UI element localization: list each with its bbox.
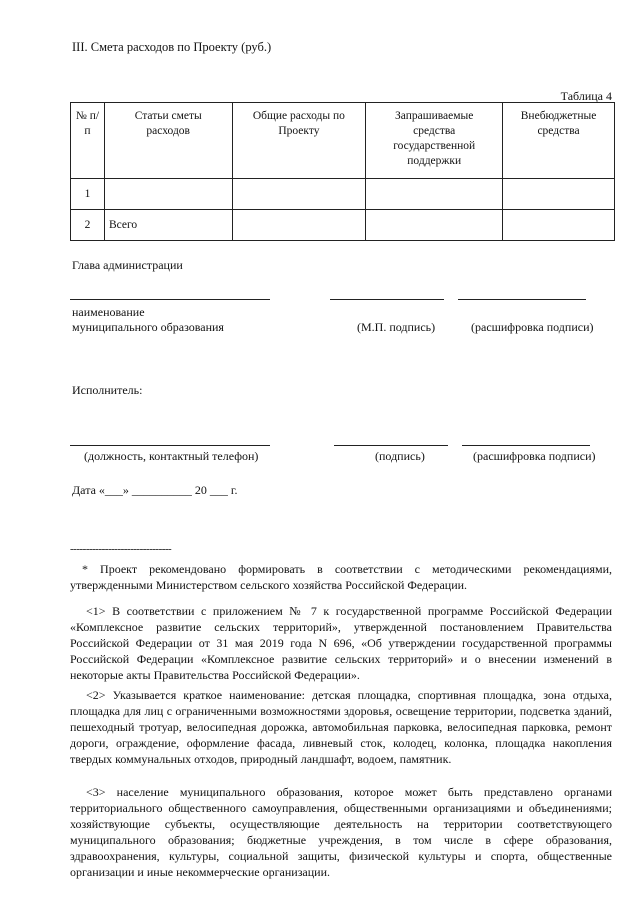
row-item[interactable] (104, 179, 232, 210)
org-name-line[interactable] (70, 299, 270, 300)
header-total: Общие расходы по Проекту (232, 103, 366, 179)
executor-decode-line[interactable] (462, 445, 590, 446)
footnote-separator: -------------------------------- (70, 543, 172, 555)
org-caption-line2: муниципального образования (72, 320, 224, 334)
date-line[interactable]: Дата «___» __________ 20 ___ г. (72, 483, 238, 497)
header-item: Статьи сметы расходов (104, 103, 232, 179)
header-num: № п/п (71, 103, 105, 179)
footnote-star: * Проект рекомендовано формировать в соответствии с методическими рекомендациями, утвержденными Министерством сельского хозяйства Российской Федерации. (70, 562, 612, 592)
signature-line[interactable] (334, 445, 448, 446)
row-total[interactable] (232, 179, 366, 210)
table-header-row (71, 103, 615, 179)
executor-title: Исполнитель: (72, 383, 143, 397)
row-total[interactable] (232, 210, 366, 241)
org-caption-line1: наименование (72, 305, 145, 319)
row-num: 2 (71, 210, 105, 241)
stamp-signature-line[interactable] (330, 299, 444, 300)
row-num: 1 (71, 179, 105, 210)
signature-caption: (подпись) (375, 449, 425, 463)
header-state-support: Запрашиваемые средства государственной поддержки (366, 103, 503, 179)
executor-decode-caption: (расшифровка подписи) (473, 449, 596, 463)
row-extrabudget[interactable] (503, 210, 615, 241)
footnote-2: <2> Указывается краткое наименование: детская площадка, спортивная площадка, зона отдыха, площадка для лиц с ограниченными возможностями здоровья, освещение территории, подсветка зданий, пешеходный тротуар, велосипедная дорожка, автомобильная парковка, велосипедная парковка, ремонт дороги, ограждение, оформление фасада, ливневый сток, колодец, колонка, площадка накопления твердых коммунальных отходов, природный ландшафт, водоем, памятник. (70, 688, 612, 766)
section-title: III. Смета расходов по Проекту (руб.) (72, 40, 272, 54)
row-state-support[interactable] (366, 210, 503, 241)
row-extrabudget[interactable] (503, 179, 615, 210)
table-caption: Таблица 4 (560, 89, 612, 103)
estimate-table (70, 102, 615, 241)
row-state-support[interactable] (366, 179, 503, 210)
footnote-3: <3> население муниципального образования, которое может быть представлено органами территориального общественного самоуправления, общественными организациями и объединениями; хозяйствующие субъекты, осуществляющие деятельность на территории соответствующего муниципального образования; бюджетные учреждения, в том числе в сфере образования, здравоохранения, культуры, социальной защиты, физической культуры и спорта, общественные организации и иные некоммерческие организации. (70, 785, 612, 879)
position-caption: (должность, контактный телефон) (84, 449, 259, 463)
table-row (71, 210, 615, 241)
head-of-admin-title: Глава администрации (72, 258, 183, 272)
table-row (71, 179, 615, 210)
stamp-caption: (М.П. подпись) (357, 320, 436, 334)
signature-decode-line[interactable] (458, 299, 586, 300)
header-extrabudget: Внебюджетные средства (503, 103, 615, 179)
decode-caption: (расшифровка подписи) (471, 320, 594, 334)
row-item: Всего (104, 210, 232, 241)
position-line[interactable] (70, 445, 270, 446)
footnote-1: <1> В соответствии с приложением № 7 к государственной программе Российской Федерации «Комплексное развитие сельских территорий», утвержденной постановлением Правительства Российской Федерации от 31 мая 2019 года N 696, «Об утверждении государственной программы Российской Федерации «Комплексное развитие сельских территорий» и о внесении изменений в некоторые акты Правительства Российской Федерации». (70, 604, 612, 682)
